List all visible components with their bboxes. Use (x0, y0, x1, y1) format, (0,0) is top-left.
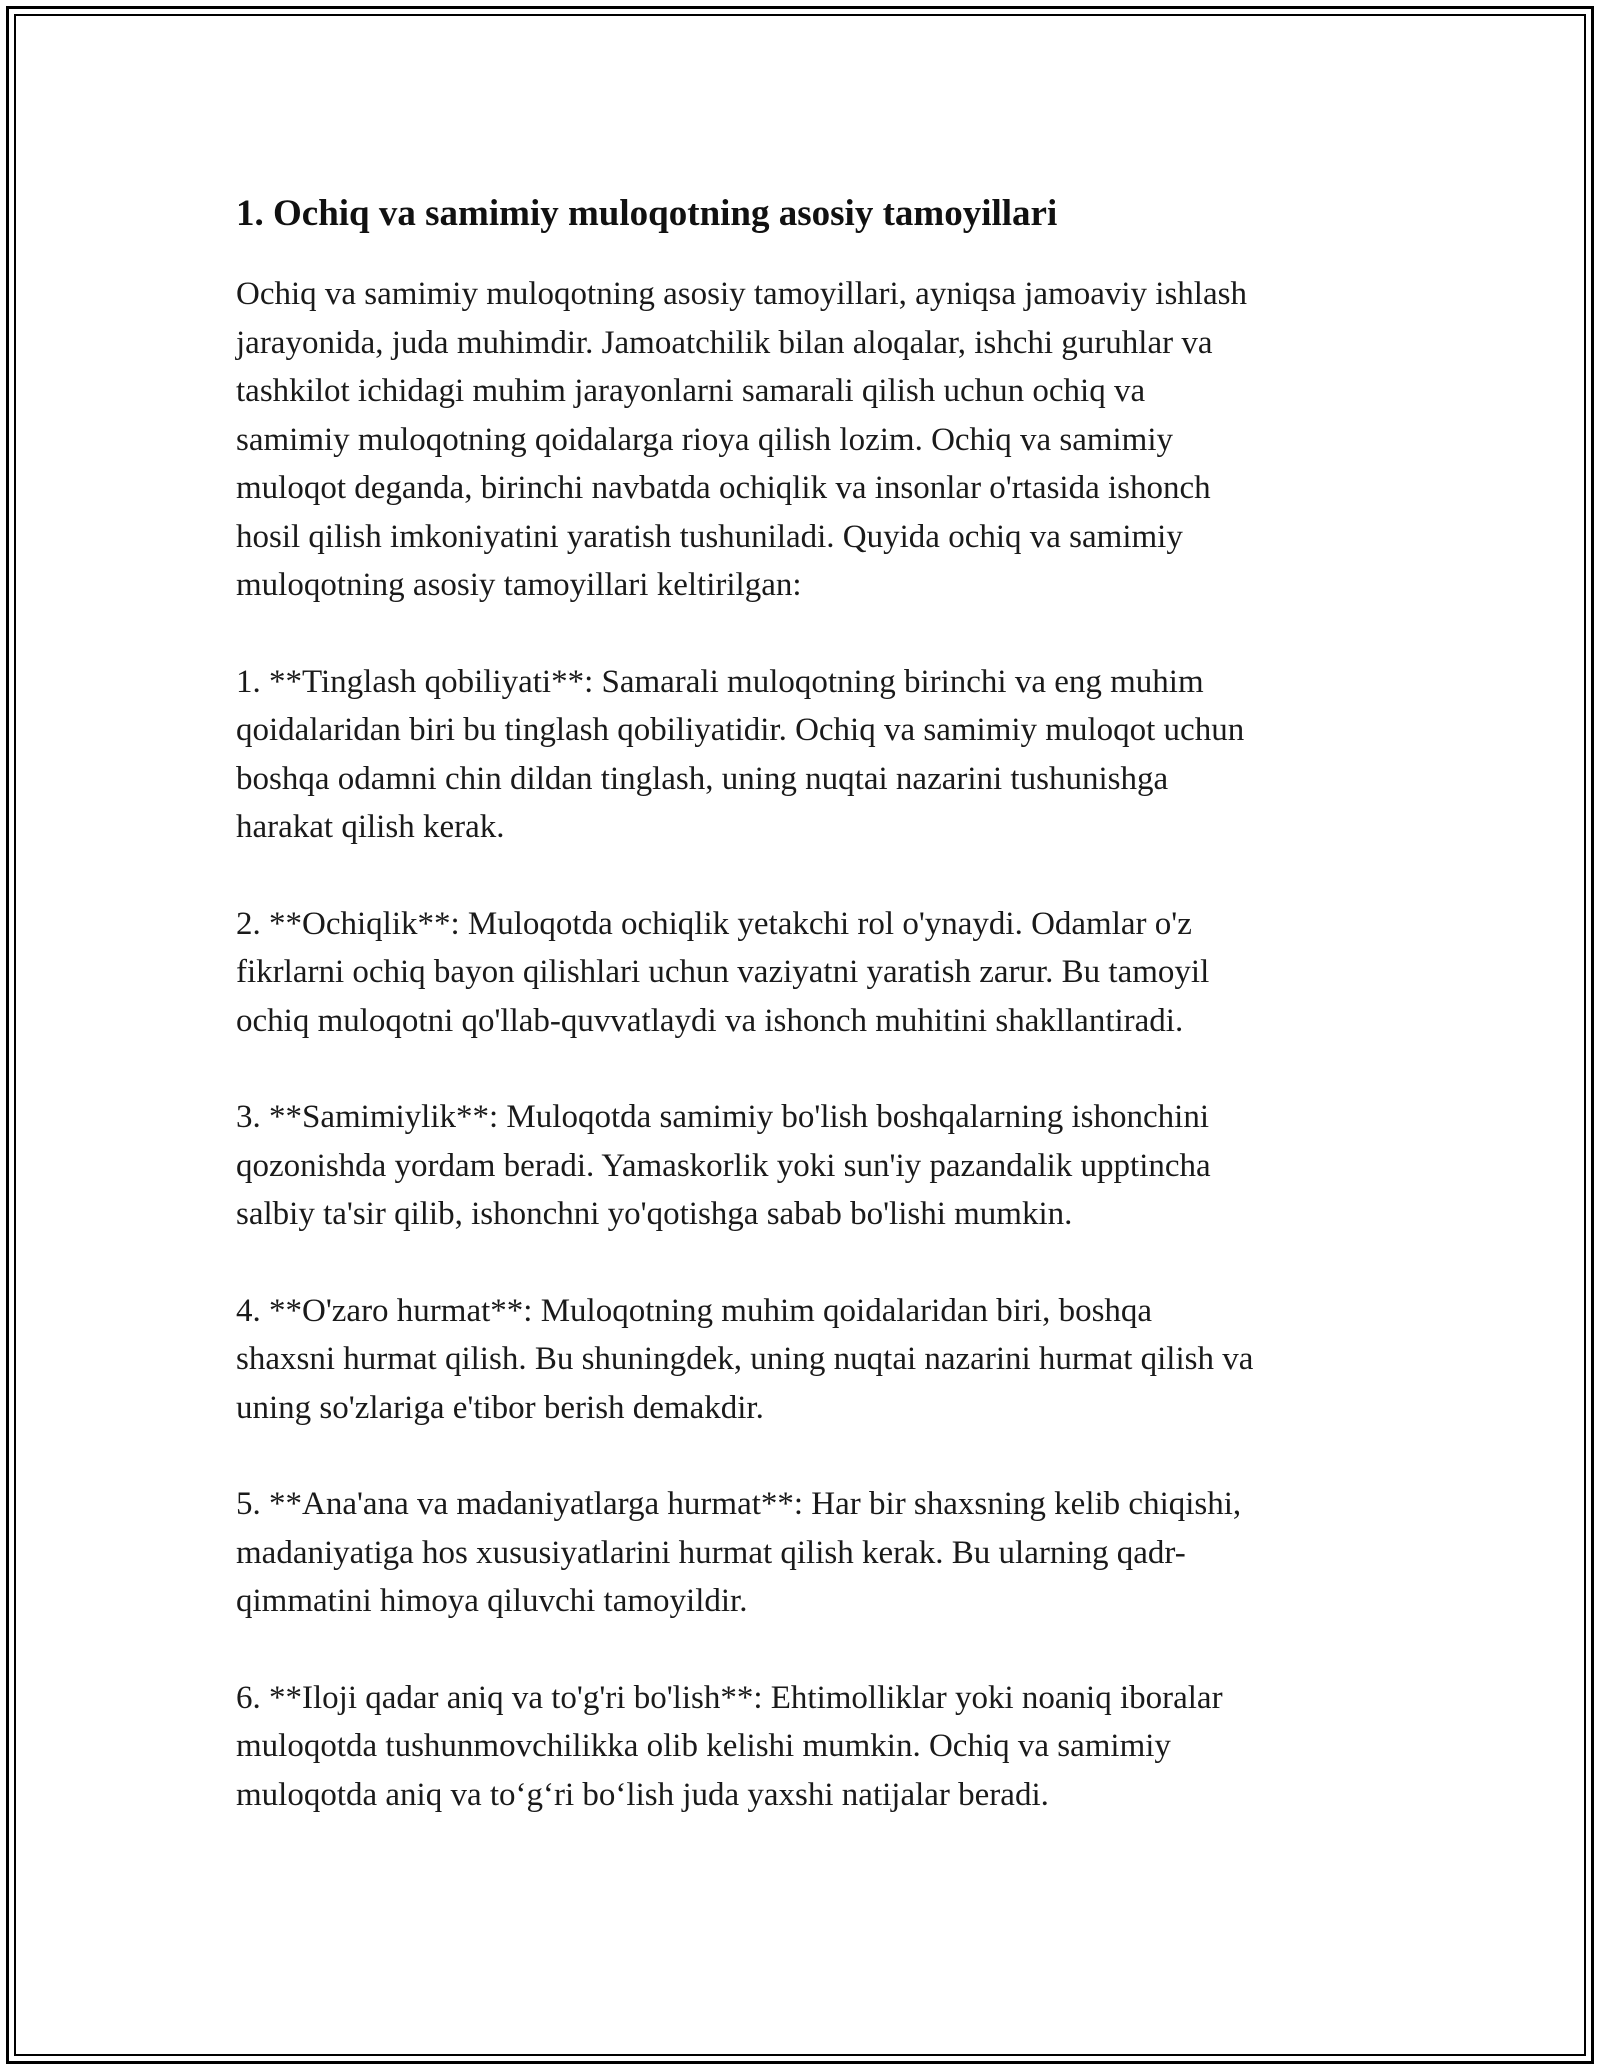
principle-item-4: 4. **O'zaro hurmat**: Muloqotning muhim qoidalaridan biri, boshqa shaxsni hurmat qilish. Bu shuningdek, uning nuqtai nazarini hurmat qilish va uning so'zlariga e'tibor berish demakdir. (236, 1292, 1254, 1426)
principle-item-2: 2. **Ochiqlik**: Muloqotda ochiqlik yetakchi rol o'ynaydi. Odamlar o'z fikrlarni ochiq bayon qilishlari uchun vaziyatni yaratish zarur. Bu tamoyil ochiq muloqotni qo'llab-quvvatlaydi va ishonch muhitini shakllantiradi. (236, 905, 1210, 1039)
principle-item-5: 5. **Ana'ana va madaniyatlarga hurmat**: Har bir shaxsning kelib chiqishi, madaniyatiga hos xususiyatlarini hurmat qilish kerak. Bu ularning qadr- qimmatini himoya qiluvchi tamoyildir. (236, 1486, 1242, 1619)
document-title: 1. Ochiq va samimiy muloqotning asosiy tamoyillari (236, 193, 1058, 234)
intro-paragraph: Ochiq va samimiy muloqotning asosiy tamoyillari, ayniqsa jamoaviy ishlash jarayonida, juda muhimdir. Jamoatchilik bilan aloqalar, ishchi guruhlar va tashkilot ichidagi muhim jarayonlarni samarali qilish uchun ochiq va samimiy muloqotning qoidalarga rioya qilish lozim. Ochiq va samimiy muloqot deganda, birinchi navbatda ochiqlik va insonlar o'rtasida ishonch hosil qilish imkoniyatini yaratish tushuniladi. Quyida ochiq va samimiy muloqotning asosiy tamoyillari keltirilgan: (236, 276, 1247, 603)
principle-item-6: 6. **Iloji qadar aniq va to'g'ri bo'lish**: Ehtimolliklar yoki noaniq iboralar muloqotda tushunmovchilikka olib kelishi mumkin. Ochiq va samimiy muloqotda aniq va to‘g‘ri bo‘lish juda yaxshi natijalar beradi. (236, 1679, 1223, 1813)
document-body (236, 186, 1376, 1867)
principle-item-3: 3. **Samimiylik**: Muloqotda samimiy bo'lish boshqalarning ishonchini qozonishda yordam beradi. Yamaskorlik yoki sun'iy pazandalik upptincha salbiy ta'sir qilib, ishonchni yo'qotishga sabab bo'lishi mumkin. (236, 1099, 1211, 1232)
principle-item-1: 1. **Tinglash qobiliyati**: Samarali muloqotning birinchi va eng muhim qoidalaridan biri bu tinglash qobiliyatidir. Ochiq va samimiy muloqot uchun boshqa odamni chin dildan tinglash, uning nuqtai nazarini tushunishga harakat qilish kerak. (236, 663, 1245, 845)
